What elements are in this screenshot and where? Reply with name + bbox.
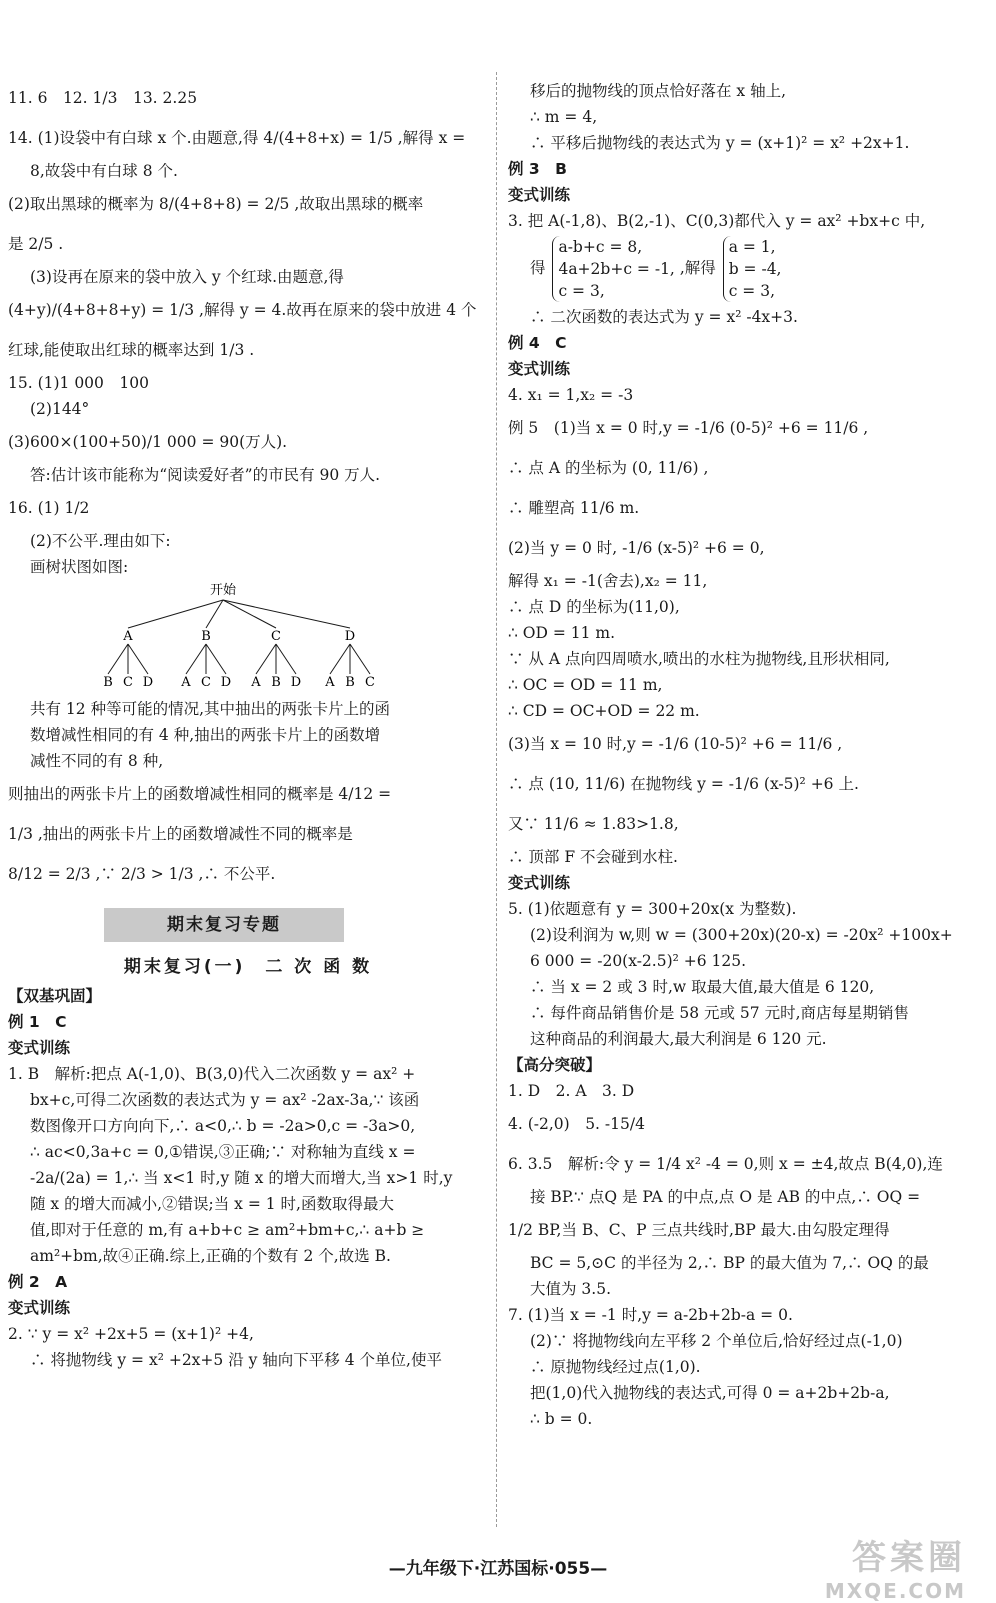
ex5-line: ∴ 雕塑高 11/6 m. [508,499,640,517]
ex5-line: ∴ OC = OD = 11 m, [508,676,663,694]
tree-leaf: B [345,675,355,690]
t2-cont-line: 移后的抛物线的顶点恰好落在 x 轴上, [530,82,787,100]
example-5 [508,408,986,870]
example-4: 例 4 C [508,334,567,352]
ex5-line: ∴ OD = 11 m. [508,624,616,642]
review-banner: 期末复习专题 [104,908,344,942]
watermark-logo [825,1530,966,1603]
t1-line: -2a/(2a) = 1,∴ 当 x<1 时,y 随 x 的增大而增大,当 x>1 时,y [30,1169,453,1187]
eq: 4a+2b+c = -1, [558,260,675,278]
watermark-url: MXQE.COM [824,1579,966,1603]
q14-line5: (3)设再在原来的袋中放入 y 个红球.由题意,得 [30,268,344,286]
section-advanced: 【高分突破】 [508,1056,602,1074]
t1-line: am²+bm,故④正确.综上,正确的个数有 2 个,故选 B. [30,1247,391,1265]
adv-6-line: BC = 5,⊙C 的半径为 2,∴ BP 的最大值为 7,∴ OQ 的最 [530,1254,929,1272]
t3-line1: 3. 把 A(-1,8)、B(2,-1)、C(0,3)都代入 y = ax² +bx+c 中, [508,212,926,230]
q16-line3: 画树状图如图: [30,558,129,576]
eq: a = 1, [728,238,776,256]
ex5-line: ∴ 顶部 F 不会碰到水柱. [508,848,678,866]
chapter-title: 期末复习(一) 二 次 函 数 [123,957,373,977]
t1-line: 值,即对于任意的 m,有 a+b+c ≥ am²+bm+c,∴ a+b ≥ [30,1221,425,1239]
section-basic: 【双基巩固】 [8,987,102,1005]
training-3-label: 变式训练 [508,186,571,204]
t1-line: 随 x 的增大而减小,②错误;当 x = 1 时,函数取得最大 [30,1195,394,1213]
tree-branch [350,644,370,674]
tree-leaf: C [201,675,211,690]
training-2-label: 变式训练 [8,1299,71,1317]
answers-11-13: 11. 6 12. 1/3 13. 2.25 [8,89,198,107]
example-1: 例 1 C [8,1013,67,1031]
ex5-line: ∴ 点 (10, 11/6) 在抛物线 y = -1/6 (x-5)² +6 上. [508,775,859,793]
tree-node-D: D [344,629,356,644]
tree-branch [223,600,276,628]
q14-line4: 是 2/5 . [8,235,64,253]
left-column [8,78,488,1373]
adv-6-line: 接 BP.∵ 点Q 是 PA 的中点,点 O 是 AB 的中点,∴ OQ = [530,1188,921,1206]
q16-line9: 8/12 = 2/3 ,∵ 2/3 > 1/3 ,∴ 不公平. [8,865,276,883]
ex5-line: ∵ 从 A 点向四周喷水,喷出的水柱为抛物线,且形状相同, [508,650,890,668]
adv-4-5: 4. (-2,0) 5. -15/4 [508,1115,645,1133]
tree-branch [256,644,276,674]
ex5-line: ∴ 点 D 的坐标为(11,0), [508,598,680,616]
tree-leaf: A [325,675,335,690]
t5-line: 这种商品的利润最大,最大利润是 6 120 元. [530,1030,827,1048]
tree-diagram [98,582,398,694]
ex5-line: (2)当 y = 0 时, -1/6 (x-5)² +6 = 0, [508,539,765,557]
tree-root: 开始 [209,583,237,598]
tree-leaf: B [271,675,281,690]
tree-node-C: C [271,629,281,644]
eq: c = 3, [558,282,605,300]
adv-7-line: (2)∵ 将抛物线向左平移 2 个单位后,恰好经过点(-1,0) [530,1332,903,1350]
tree-node-A: A [123,629,133,644]
tree-leaf: A [251,675,261,690]
t5-line: 6 000 = -20(x-2.5)² +6 125. [530,952,747,970]
training-1 [8,1061,488,1269]
t3-line-result: ∴ 二次函数的表达式为 y = x² -4x+3. [530,308,798,326]
t1-line: bx+c,可得二次函数的表达式为 y = ax² -2ax-3a,∵ 该函 [30,1091,420,1109]
column-divider [496,72,497,1527]
q16-line1: 16. (1) 1/2 [8,499,90,517]
example-3: 例 3 B [508,160,567,178]
tree-branch [128,644,148,674]
tree-branch [276,644,296,674]
tree-leaf: D [142,675,154,690]
ex5-line: ∴ 点 A 的坐标为 (0, 11/6) , [508,459,709,477]
q15-line3: (3)600×(100+50)/1 000 = 90(万人). [8,433,288,451]
q14-line6: (4+y)/(4+8+8+y) = 1/3 ,解得 y = 4.故再在原来的袋中放进 4 个 [8,301,477,319]
tree-leaf: A [181,675,191,690]
ex5-line: ∴ CD = OC+OD = 22 m. [508,702,700,720]
t2-cont-line: ∴ m = 4, [530,108,598,126]
eq: b = -4, [728,260,782,278]
tree-leaf: D [220,675,232,690]
tree-branch [186,644,206,674]
tree-branch [330,644,350,674]
q15-line1: 15. (1)1 000 100 [8,374,149,392]
adv-7-line: ∴ b = 0. [530,1410,593,1428]
t1-line: ∴ ac<0,3a+c = 0,①错误,③正确;∵ 对称轴为直线 x = [30,1143,416,1161]
tree-branch [108,644,128,674]
q14-line3: (2)取出黑球的概率为 8/(4+8+8) = 2/5 ,故取出黑球的概率 [8,195,424,213]
ex5-line: (3)当 x = 10 时,y = -1/6 (10-5)² +6 = 11/6 , [508,735,843,753]
t4-line: 4. x₁ = 1,x₂ = -3 [508,386,634,404]
ex5-line: 又∵ 11/6 ≈ 1.83>1.8, [508,815,679,833]
t2-line: 2. ∵ y = x² +2x+5 = (x+1)² +4, [8,1325,254,1343]
t1-line: 1. B 解析:把点 A(-1,0)、B(3,0)代入二次函数 y = ax² + [8,1065,416,1083]
q16-line8: 1/3 ,抽出的两张卡片上的函数增减性不同的概率是 [8,825,353,843]
adv-1-3: 1. D 2. A 3. D [508,1082,635,1100]
t2-cont-line: ∴ 平移后抛物线的表达式为 y = (x+1)² = x² +2x+1. [530,134,910,152]
q14-line7: 红球,能使取出红球的概率达到 1/3 . [8,341,255,359]
tree-branch [206,644,226,674]
q16-line4: 共有 12 种等可能的情况,其中抽出的两张卡片上的函 [30,700,391,718]
tree-leaf: D [290,675,302,690]
q16-line7: 则抽出的两张卡片上的函数增减性相同的概率是 4/12 = [8,785,392,803]
q16-line5: 数增减性相同的有 4 种,抽出的两张卡片上的函数增 [30,726,381,744]
t2-line: ∴ 将抛物线 y = x² +2x+5 沿 y 轴向下平移 4 个单位,使平 [30,1351,442,1369]
adv-6-line: 大值为 3.5. [530,1280,612,1298]
right-column [508,78,986,1432]
t5-line: (2)设利润为 w,则 w = (300+20x)(20-x) = -20x² +100x+ [530,926,953,944]
adv-7-line: ∴ 原抛物线经过点(1,0). [530,1358,701,1376]
ex5-line: 解得 x₁ = -1(舍去),x₂ = 11, [508,572,708,590]
tree-leaf: C [123,675,133,690]
t3-solve: ,解得 [679,259,716,277]
adv-6-line: 1/2 BP,当 B、C、P 三点共线时,BP 最大.由勾股定理得 [508,1221,890,1239]
tree-leaf: C [365,675,375,690]
adv-7-line: 7. (1)当 x = -1 时,y = a-2b+2b-a = 0. [508,1306,793,1324]
example-2: 例 2 A [8,1273,68,1291]
tree-branch [223,600,350,628]
t3-system-2 [723,236,782,302]
q16-line6: 减性不同的有 8 种, [30,752,164,770]
t5-line: ∴ 当 x = 2 或 3 时,w 取最大值,最大值是 6 120, [530,978,875,996]
ex5-line: 例 5 (1)当 x = 0 时,y = -1/6 (0-5)² +6 = 11/6 , [508,419,869,437]
q15-line2: (2)144° [30,400,90,418]
q16-line2: (2)不公平.理由如下: [30,532,171,550]
training-4-label: 变式训练 [508,360,571,378]
q14-line2: 8,故袋中有白球 8 个. [30,162,178,180]
q15-line4: 答:估计该市能称为“阅读爱好者”的市民有 90 万人. [30,466,381,484]
t1-line: 数图像开口方向向下,∴ a<0,∴ b = -2a>0,c = -3a>0, [30,1117,416,1135]
q14-line1: 14. (1)设袋中有白球 x 个.由题意,得 4/(4+8+x) = 1/5 ,解得 x = [8,129,466,147]
page-footer: —九年级下·江苏国标·055— [388,1559,608,1579]
training-1-label: 变式训练 [8,1039,71,1057]
tree-leaf: B [103,675,113,690]
adv-7-line: 把(1,0)代入抛物线的表达式,可得 0 = a+2b+2b-a, [530,1384,890,1402]
t3-get: 得 [530,259,546,277]
adv-6-line: 6. 3.5 解析:令 y = 1/4 x² -4 = 0,则 x = ±4,故点 B(4,0),连 [508,1155,943,1173]
t5-line: 5. (1)依题意有 y = 300+20x(x 为整数). [508,900,797,918]
t3-system-row [508,234,986,304]
eq: c = 3, [728,282,775,300]
t3-system-1 [552,236,674,302]
tree-node-B: B [201,629,211,644]
eq: a-b+c = 8, [558,238,643,256]
watermark-text: 答案圈 [852,1538,966,1578]
t5-line: ∴ 每件商品销售价是 58 元或 57 元时,商店每星期销售 [530,1004,910,1022]
training-5-label: 变式训练 [508,874,571,892]
